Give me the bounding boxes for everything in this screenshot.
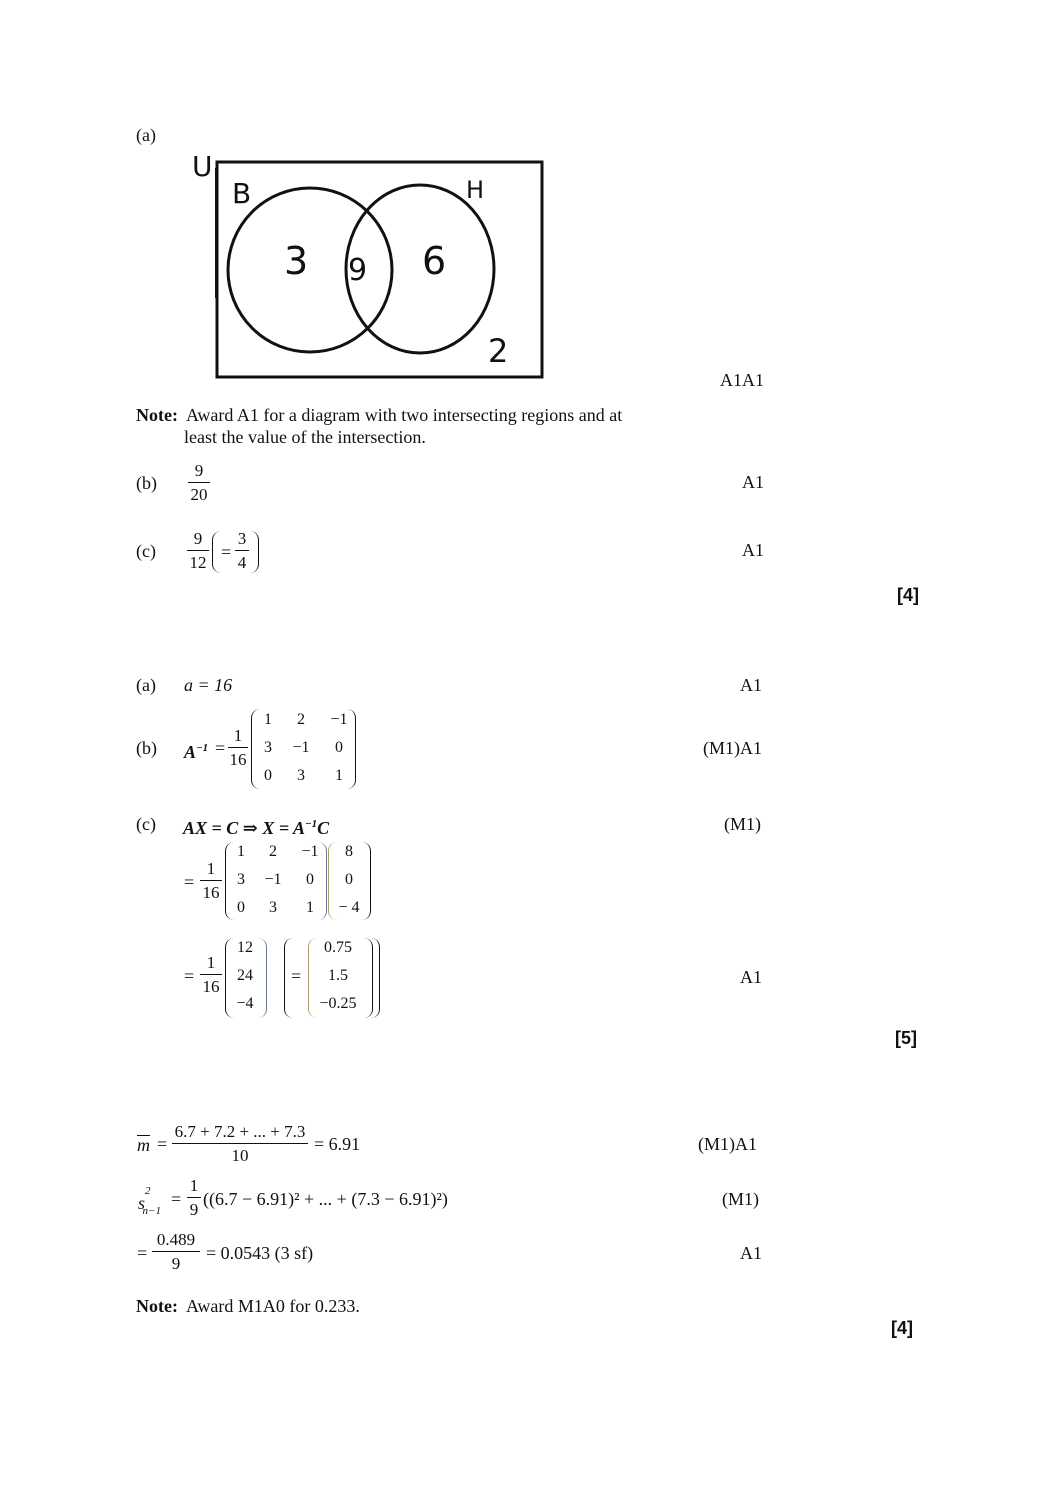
- vector-cell: −4: [236, 995, 254, 1012]
- vector-cell: 0: [345, 871, 353, 888]
- q2-c-equals-1: =: [184, 872, 195, 892]
- q2-b-matrix-symbol: $A^{-1}$: [184, 742, 209, 762]
- matrix-cell: −1: [292, 739, 310, 756]
- q2-c-denominator-1: 16: [202, 883, 220, 902]
- q2-mark-b: (M1)A1: [703, 738, 762, 758]
- q1-c-denominator: 12: [189, 553, 207, 572]
- q2-mark-c: (M1): [724, 814, 761, 834]
- venn-diagram: [180, 148, 560, 388]
- q2-total: [5]: [895, 1028, 917, 1048]
- matrix-cell: 0: [335, 739, 343, 756]
- matrix-cell: 1: [306, 899, 314, 916]
- vector-cell: 12: [237, 939, 253, 956]
- q1-note-line2: least the value of the intersection.: [184, 427, 426, 447]
- q2-c-equation: AX = C ⇒ $X = A^{-1}C$: [183, 818, 330, 838]
- matrix-cell: 0: [306, 871, 314, 888]
- q3-result-denominator: 9: [171, 1254, 181, 1273]
- venn-only-h: 6: [422, 239, 447, 283]
- q1-total: [4]: [897, 585, 919, 605]
- q2-c-fraction-1: [200, 859, 222, 902]
- vector-cell: 24: [237, 967, 253, 984]
- q1-mark-a: A1A1: [720, 370, 764, 390]
- q3-mean-equals: =: [157, 1134, 168, 1154]
- q3-result-equals: =: [137, 1243, 148, 1263]
- matrix-cell: 3: [237, 871, 245, 888]
- vector-cell: − 4: [338, 899, 360, 916]
- q3-mean-denominator: 10: [231, 1146, 249, 1165]
- q2-c-matrix: [228, 838, 328, 922]
- q3-mean-symbol: m: [137, 1135, 150, 1155]
- venn-label-b: B: [232, 177, 252, 210]
- q2-c-inner-equals: =: [291, 966, 302, 986]
- q2-c-result-paren-right: [258, 938, 267, 1018]
- q1-c-alt-numerator: 3: [237, 529, 247, 548]
- matrix-cell: 1: [237, 843, 245, 860]
- matrix-cell: −1: [330, 711, 348, 728]
- q3-result-value: = 0.0543 (3 sf): [206, 1243, 314, 1263]
- q2-c-numerator-1: 1: [206, 859, 216, 878]
- q1-c-fraction: [187, 529, 209, 572]
- vector-cell: 8: [345, 843, 353, 860]
- q2-b-fraction: [228, 726, 248, 769]
- matrix-cell: 1: [335, 767, 343, 784]
- q2-part-c-label: (c): [136, 814, 156, 834]
- vector-cell: 1.5: [328, 967, 348, 984]
- q2-c-numerator-2: 1: [206, 953, 216, 972]
- q3-mark-result: A1: [740, 1243, 762, 1263]
- q1-mark-b: A1: [742, 472, 764, 492]
- matrix-cell: 0: [264, 767, 272, 784]
- q1-part-c-label: (c): [136, 541, 156, 561]
- q3-variance-symbol: $s^2_{n-1}$: [138, 1185, 161, 1217]
- q2-part-a-label: (a): [136, 675, 156, 695]
- q1-b-fraction: [188, 461, 210, 504]
- q3-result-numerator: 0.489: [156, 1230, 196, 1249]
- q1-note-line1: Award A1 for a diagram with two intersecting regions and at: [186, 405, 623, 425]
- q2-b-numerator: 1: [233, 726, 243, 745]
- q1-b-numerator: 9: [194, 461, 204, 480]
- q3-variance-equals: =: [171, 1189, 182, 1209]
- q2-c-matrix-paren-right: [318, 842, 327, 920]
- q3-variance-numerator: 1: [189, 1176, 199, 1195]
- q1-c-alt-fraction: [235, 529, 249, 572]
- q1-part-b-label: (b): [136, 473, 157, 493]
- q2-mark-c2: A1: [740, 967, 762, 987]
- matrix-cell: 3: [269, 899, 277, 916]
- q2-part-b-label: (b): [136, 738, 157, 758]
- matrix-cell: −1: [301, 843, 319, 860]
- q1-mark-c: A1: [742, 540, 764, 560]
- q1-c-alt-denominator: 4: [237, 553, 247, 572]
- q2-b-equals: =: [215, 738, 226, 758]
- venn-outside: 2: [488, 332, 509, 370]
- q1-c-paren-right: [250, 531, 259, 573]
- q2-c-denominator-2: 16: [202, 977, 220, 996]
- q3-variance-expression: ((6.7 − 6.91)² + ... + (7.3 − 6.91)²): [203, 1189, 448, 1209]
- matrix-cell: 1: [264, 711, 272, 728]
- q3-mean-numerator: 6.7 + 7.2 + ... + 7.3: [174, 1122, 306, 1141]
- q3-note-label: Note:: [136, 1296, 178, 1316]
- q3-total: [4]: [891, 1318, 913, 1338]
- q3-mean-fraction: [172, 1122, 308, 1165]
- q2-b-inverse-matrix: [254, 706, 358, 790]
- vector-cell: 0.75: [324, 939, 352, 956]
- q2-c-decimal-vector: [312, 934, 364, 1018]
- venn-label-u: U: [192, 150, 213, 183]
- q2-b-denominator: 16: [229, 750, 247, 769]
- q2-c-vector: [332, 838, 366, 922]
- venn-both: 9: [348, 253, 368, 288]
- q1-b-denominator: 20: [190, 485, 208, 504]
- q3-mean-result: = 6.91: [314, 1134, 361, 1154]
- q3-mark-variance: (M1): [722, 1189, 759, 1209]
- q3-variance-fraction: [187, 1176, 201, 1219]
- q2-c-equals-2: =: [184, 966, 195, 986]
- venn-label-h: H: [466, 176, 485, 204]
- q2-c-result-vector: [228, 934, 262, 1018]
- q2-c-vector-paren-right: [362, 842, 371, 920]
- q1-c-paren-left: [212, 531, 221, 573]
- matrix-cell: 3: [264, 739, 272, 756]
- venn-circle-h: [346, 185, 494, 353]
- vector-cell: −0.25: [319, 995, 357, 1012]
- q3-result-fraction: [152, 1230, 200, 1273]
- matrix-cell: 0: [237, 899, 245, 916]
- q2-a-answer: a = 16: [184, 675, 233, 695]
- q3-note-text: Award M1A0 for 0.233.: [186, 1296, 360, 1316]
- matrix-cell: 3: [297, 767, 305, 784]
- q1-part-a-label: (a): [136, 125, 156, 145]
- q1-c-equals: =: [221, 542, 232, 562]
- q2-b-matrix-paren-right: [346, 709, 356, 789]
- q2-c-outer-paren-right: [371, 938, 380, 1018]
- q3-mark-mean: (M1)A1: [698, 1134, 757, 1154]
- matrix-cell: 2: [269, 843, 277, 860]
- q1-c-numerator: 9: [193, 529, 203, 548]
- q1-note-label: Note:: [136, 405, 178, 425]
- matrix-cell: −1: [264, 871, 282, 888]
- venn-only-b: 3: [284, 239, 309, 283]
- q2-c-fraction-2: [200, 953, 222, 996]
- matrix-cell: 2: [297, 711, 305, 728]
- q2-mark-a: A1: [740, 675, 762, 695]
- q3-variance-denominator: 9: [189, 1200, 199, 1219]
